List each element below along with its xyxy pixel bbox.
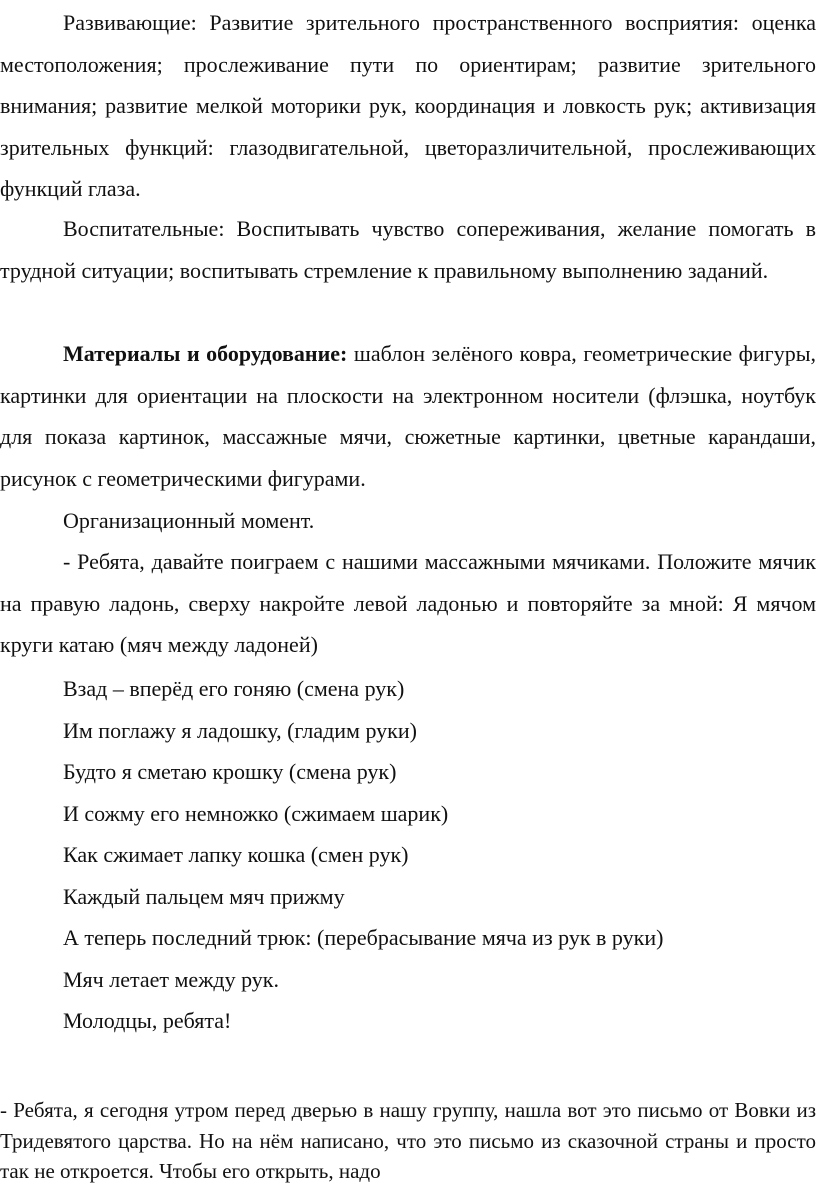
- developing-paragraph: Развивающие: Развитие зрительного пространственного восприятия: оценка местоположения; прослеживание пути по ориентирам; развитие зрительного внимания; развитие мелкой моторики рук, координация и ловкость рук; активизация зрительных функций: глазодвигательной, цветоразличительной, прослеживающих функций глаза.: [0, 10, 816, 201]
- rhyme-line: Будто я сметаю крошку (смена рук): [63, 759, 397, 784]
- educational-paragraph: Воспитательные: Воспитывать чувство сопереживания, желание помогать в трудной ситуации; воспитывать стремление к правильному выполнению заданий.: [0, 216, 816, 283]
- letter-paragraph: - Ребята, я сегодня утром перед дверью в нашу группу, нашла вот это письмо от Вовки из Тридевятого царства. Но на нём написано, что это письмо из сказочной страны и просто так не откроется. Чтобы его открыть, надо: [0, 1098, 816, 1183]
- org-moment-heading: Организационный момент.: [63, 508, 315, 533]
- rhyme-line: Молодцы, ребята!: [63, 1008, 232, 1033]
- rhyme-line: Мяч летает между рук.: [63, 967, 279, 992]
- game-intro-paragraph: - Ребята, давайте поиграем с нашими массажными мячиками. Положите мячик на правую ладонь, сверху накройте левой ладонью и повторяйте за мной: Я мячом круги катаю (мяч между ладоней): [0, 549, 816, 657]
- rhyme-line: А теперь последний трюк: (перебрасывание мяча из рук в руки): [63, 925, 664, 950]
- rhyme-line: Им поглажу я ладошку, (гладим руки): [63, 718, 417, 743]
- materials-label: Материалы и оборудование:: [63, 341, 348, 366]
- materials-paragraph: [0, 333, 816, 499]
- materials-text: шаблон зелёного ковра, геометрические фигуры, картинки для ориентации на плоскости на электронном носители (флэшка, ноутбук для показа картинок, массажные мячи, сюжетные картинки, цветные карандаши, рисунок с геометрическими фигурами.: [0, 341, 816, 491]
- rhyme-line: И сожму его немножко (сжимаем шарик): [63, 801, 449, 826]
- rhyme-line: Как сжимает лапку кошка (смен рук): [63, 842, 409, 867]
- rhyme-line: Каждый пальцем мяч прижму: [63, 884, 345, 909]
- rhyme-line: Взад – вперёд его гоняю (смена рук): [63, 676, 405, 701]
